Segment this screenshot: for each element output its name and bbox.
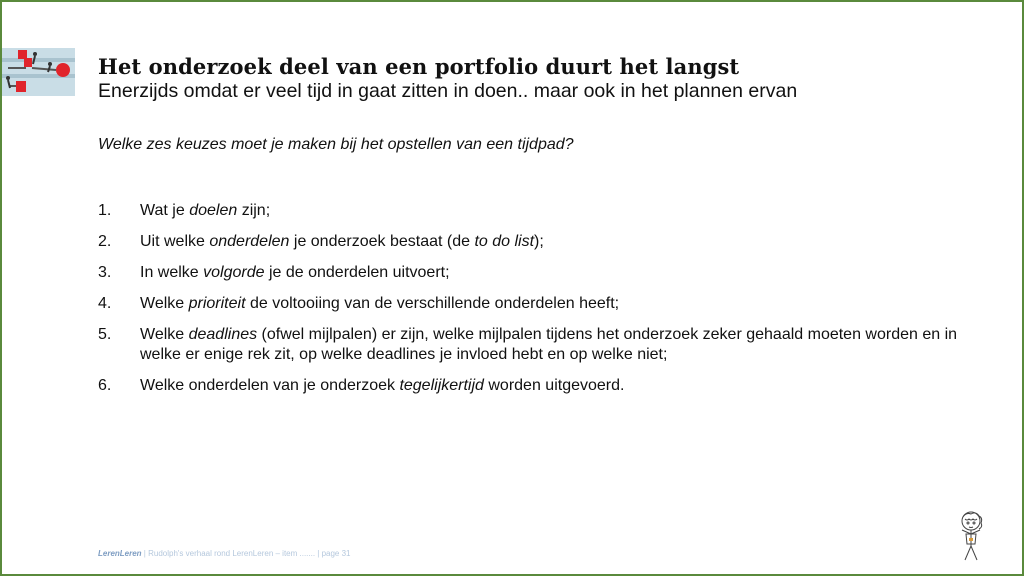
- emphasis-text: onderdelen: [209, 233, 290, 250]
- footer-brand: LerenLeren: [98, 549, 142, 558]
- list-item-text: [140, 232, 544, 252]
- list-item-text-part: je onderzoek bestaat (de: [289, 233, 475, 250]
- emphasis-text: tegelijkertijd: [399, 377, 484, 394]
- list-item-text-part: Uit welke: [140, 233, 210, 250]
- list-item-text-part: worden uitgevoerd.: [483, 377, 625, 394]
- list-item-number: 5.: [98, 326, 112, 343]
- emphasis-text: doelen: [189, 202, 238, 219]
- list-item-number: 1.: [98, 202, 112, 219]
- list-item: [98, 376, 958, 396]
- list-item-text-part: je de onderdelen uitvoert;: [264, 264, 450, 281]
- list-item-text-part: zijn;: [237, 202, 271, 219]
- list-item-text: [140, 376, 624, 396]
- slide-subtitle: Enerzijds omdat er veel tijd in gaat zitten in doen.. maar ook in het plannen ervan: [98, 80, 798, 102]
- list-item-text: [140, 294, 619, 314]
- list-item-number: 4.: [98, 295, 112, 312]
- list-item: [98, 201, 958, 221]
- slide-question: Welke zes keuzes moet je maken bij het opstellen van een tijdpad?: [98, 136, 574, 153]
- list-item-text-part: );: [534, 233, 544, 250]
- list-item-text-part: Welke: [140, 326, 189, 343]
- list-item: [98, 232, 958, 252]
- emphasis-text: deadlines: [188, 326, 258, 343]
- list-item-text-part: de voltooiing van de verschillende onderdelen heeft;: [245, 295, 620, 312]
- list-item-text-part: Welke onderdelen van je onderzoek: [140, 377, 400, 394]
- list-item: [98, 294, 958, 314]
- list-item-number: 6.: [98, 377, 112, 394]
- list-item-text-part: Welke: [140, 295, 189, 312]
- footer-text: | Rudolph's verhaal rond LerenLeren – item ....... | page 31: [141, 549, 351, 558]
- slide-title: Het onderzoek deel van een portfolio duurt het langst: [98, 54, 740, 79]
- list-item: [98, 263, 958, 283]
- list-item-number: 3.: [98, 264, 112, 281]
- emphasis-text: prioriteit: [188, 295, 246, 312]
- list-item-text-part: In welke: [140, 264, 204, 281]
- list-item-text: [140, 325, 958, 365]
- choice-list: [98, 201, 958, 407]
- footer: [98, 549, 351, 558]
- emphasis-text: to do list: [474, 233, 535, 250]
- list-item-text: [140, 201, 270, 221]
- list-item-number: 2.: [98, 233, 112, 250]
- list-item-text-part: (ofwel mijlpalen) er zijn, welke mijlpalen tijdens het onderzoek zeker gehaald moeten worden en in welke er enige rek zit, op welke deadlines je invloed hebt en op welke niet;: [140, 326, 958, 363]
- people-carrying-blocks-icon: [2, 48, 75, 96]
- emphasis-text: volgorde: [203, 264, 265, 281]
- list-item: [98, 325, 958, 365]
- curly-haired-figure-icon: [952, 510, 990, 562]
- list-item-text-part: Wat je: [140, 202, 190, 219]
- list-item-text: [140, 263, 450, 283]
